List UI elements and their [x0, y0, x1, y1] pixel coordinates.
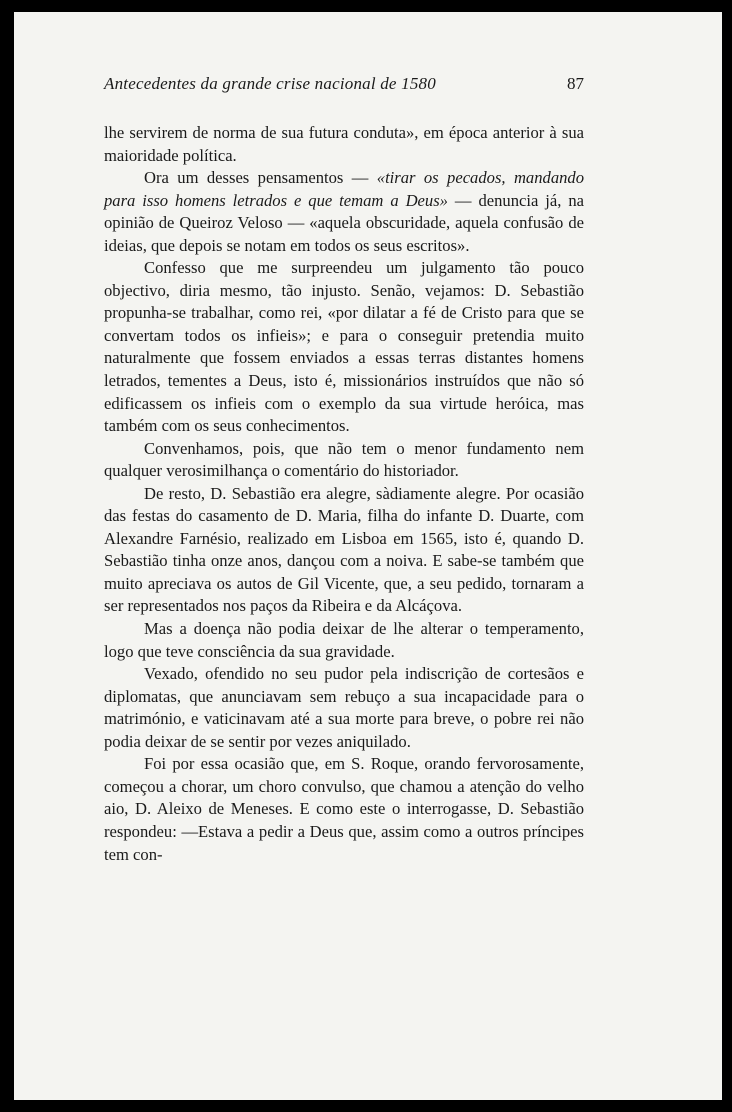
- paragraph-2-quote: «tirar os pecados, mandando para isso homens letrados e que temam a Deus»: [104, 168, 585, 210]
- paragraph-8: Foi por essa ocasião que, em S. Roque, orando fervorosamente, começou a chorar, um choro convulso, que chamou a atenção do velho aio, D. Aleixo de Meneses. E como este o interrogasse, D. Sebastião respondeu: —Estava a pedir a Deus que, assim como a outros príncipes tem con-: [104, 754, 584, 864]
- paragraph-7: Vexado, ofendido no seu pudor pela indiscrição de cortesãos e diplomatas, que anunciavam sem rebuço a sua incapacidade para o matrimónio, e vaticinavam até a sua morte para breve, o pobre rei não podia deixar de se sentir por vezes aniquilado.: [104, 664, 584, 751]
- paragraph-3: Confesso que me surpreendeu um julgamento tão pouco objectivo, diria mesmo, tão injusto. Senão, vejamos: D. Sebastião propunha-se trabalhar, como rei, «por dilatar a fé de Cristo para que se convertam todos os infieis»; e para o conseguir pretendia muito naturalmente que fossem enviados a essas terras distantes homens letrados, tementes a Deus, isto é, missionários instruídos que não só edificassem os infieis com o exemplo da sua virtude heróica, mas também com os seus conhecimentos.: [104, 258, 584, 436]
- body-text: [104, 122, 584, 866]
- paragraph-2-lead: Ora um desses pensamentos —: [144, 168, 377, 188]
- paragraph-5: De resto, D. Sebastião era alegre, sàdiamente alegre. Por ocasião das festas do casamento de D. Maria, filha do infante D. Duarte, com Alexandre Farnésio, realizado em Lisboa em 1565, isto é, quando D. Sebastião tinha onze anos, dançou com a noiva. E sabe-se também que muito apreciava os autos de Gil Vicente, que, a seu pedido, tornaram a ser representados nos paços da Ribeira e da Alcáçova.: [104, 483, 584, 616]
- paragraph-2-rest: — denuncia já, na opinião de Queiroz Veloso — «aquela obscuridade, aquela confusão de ideias, que depois se notam em todos os seus escritos».: [104, 190, 584, 255]
- paragraph-4: Convenhamos, pois, que não tem o menor fundamento nem qualquer verosimilhança o comentário do historiador.: [104, 438, 584, 481]
- paragraph-1: lhe servirem de norma de sua futura conduta», em época anterior à sua maioridade política.: [104, 123, 584, 165]
- running-title: Antecedentes da grande crise nacional de 1580: [104, 74, 436, 93]
- paragraph-2: [104, 167, 584, 257]
- running-header: [104, 74, 584, 94]
- page-number: 87: [567, 74, 584, 93]
- book-page: [14, 12, 722, 1100]
- paragraph-6: Mas a doença não podia deixar de lhe alterar o temperamento, logo que teve consciência da sua gravidade.: [104, 619, 584, 661]
